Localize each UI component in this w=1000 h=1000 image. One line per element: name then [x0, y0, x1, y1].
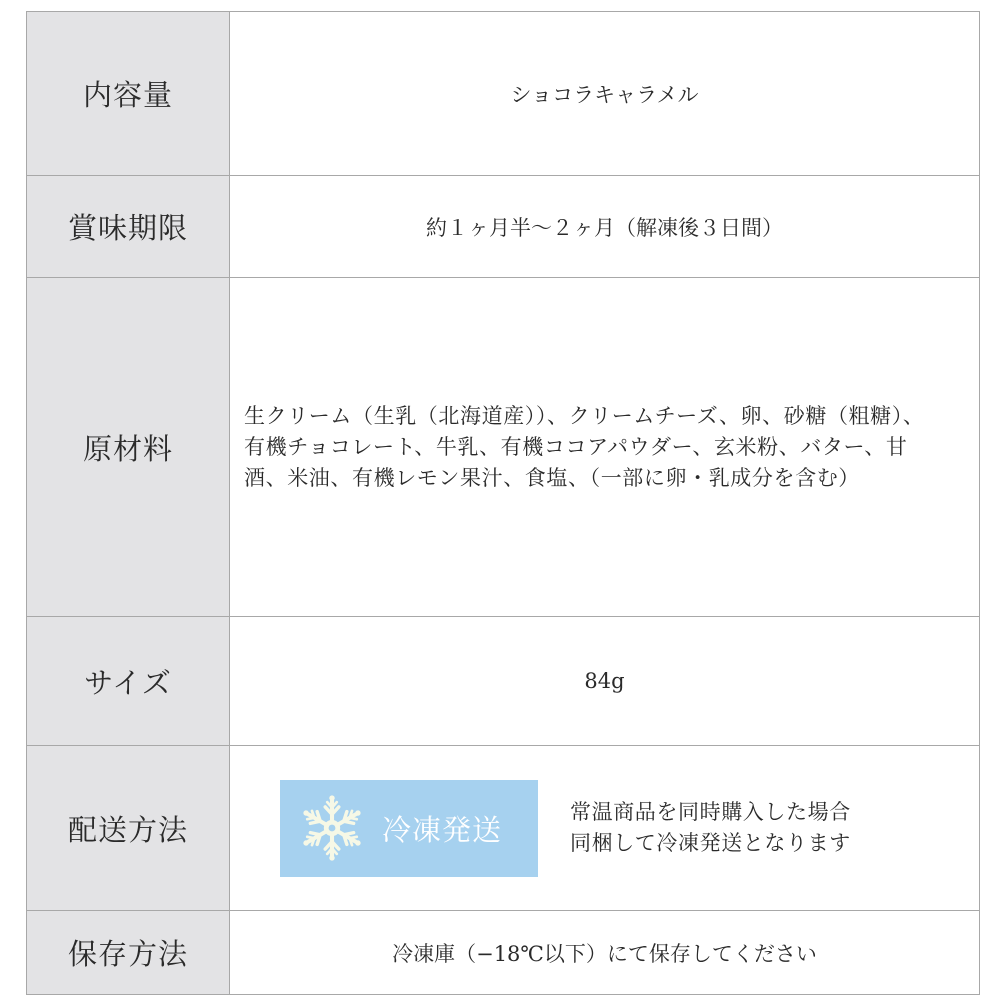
ingredients-line: 酒、米油、有機レモン果汁、食塩、（一部に卵・乳成分を含む）	[244, 465, 860, 490]
content-label: 内容量	[27, 12, 230, 176]
spec-row-size	[27, 617, 980, 746]
product-spec-table	[26, 11, 980, 995]
storage-value: 冷凍庫（−18℃以下）にて保存してください	[230, 911, 980, 995]
best-before-value: 約１ヶ月半〜２ヶ月（解凍後３日間）	[230, 176, 980, 278]
spec-row-ingredients	[27, 278, 980, 617]
ingredients-line: 生クリーム（生乳（北海道産））、クリームチーズ、卵、砂糖（粗糖）、	[244, 403, 925, 428]
ingredients-value	[230, 278, 980, 617]
frozen-shipping-badge	[280, 780, 538, 877]
spec-row-storage	[27, 911, 980, 995]
snowflake-icon	[298, 794, 366, 862]
content-value: ショコラキャラメル	[230, 12, 980, 176]
frozen-shipping-badge-text: 冷凍発送	[382, 812, 503, 847]
shipping-value	[230, 746, 980, 911]
ingredients-line: 有機チョコレート、牛乳、有機ココアパウダー、玄米粉、バター、甘	[244, 434, 908, 459]
size-label: サイズ	[27, 617, 230, 746]
shipping-note	[570, 797, 851, 859]
storage-label: 保存方法	[27, 911, 230, 995]
shipping-content	[230, 780, 979, 877]
ingredients-label: 原材料	[27, 278, 230, 617]
shipping-note-line: 常温商品を同時購入した場合	[570, 800, 851, 824]
spec-row-best-before	[27, 176, 980, 278]
size-value: 84g	[230, 617, 980, 746]
shipping-label: 配送方法	[27, 746, 230, 911]
spec-row-shipping	[27, 746, 980, 911]
best-before-label: 賞味期限	[27, 176, 230, 278]
spec-row-content	[27, 12, 980, 176]
shipping-note-line: 同梱して冷凍発送となります	[570, 831, 851, 855]
